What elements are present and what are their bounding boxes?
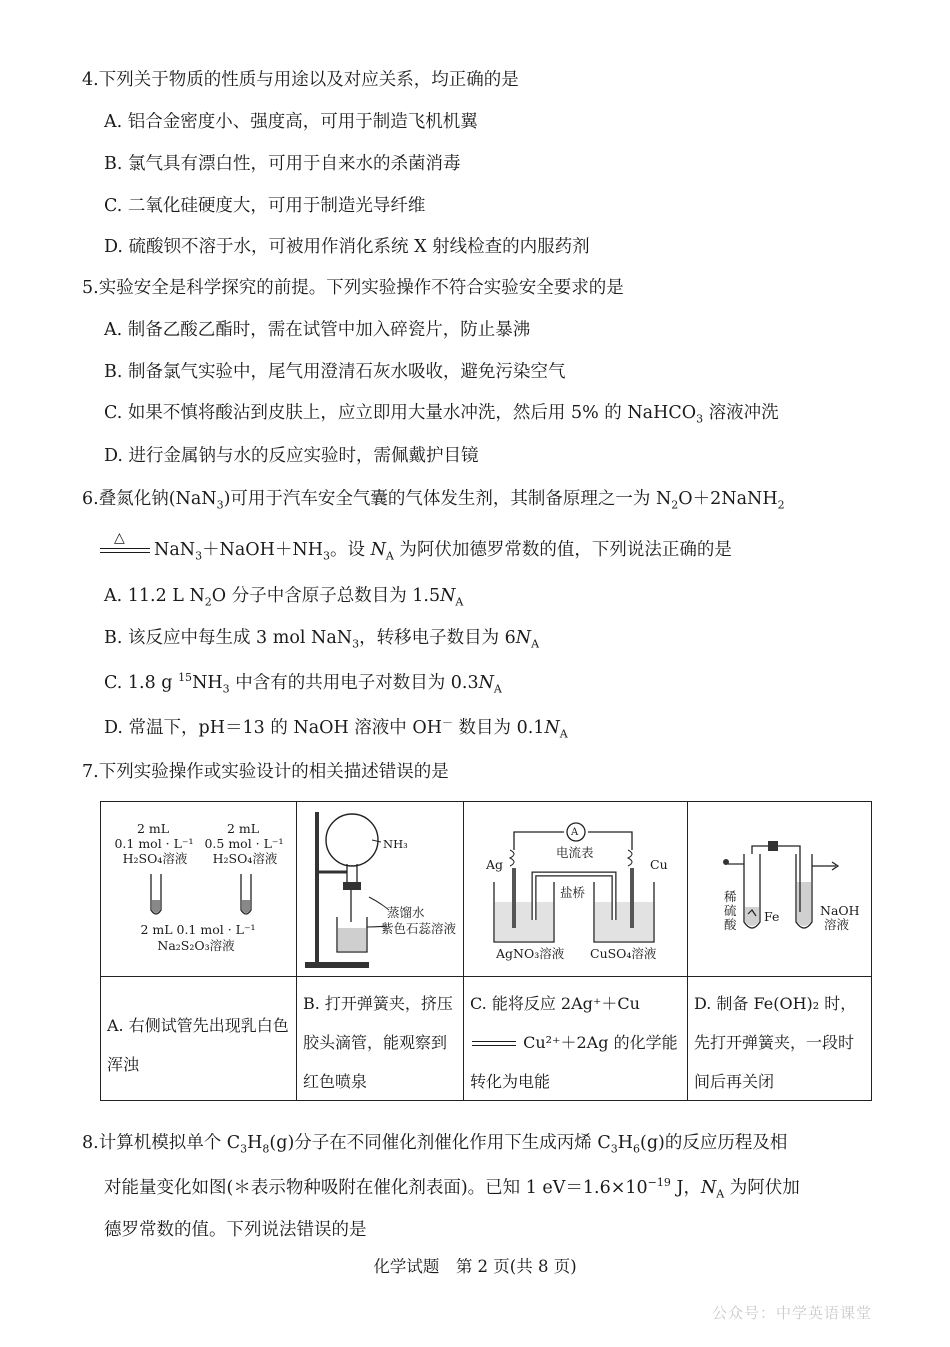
q7-desc-c: C. 能将反应 2Ag⁺＋Cu Cu²⁺＋2Ag 的化学能转化为电能 <box>470 994 678 1091</box>
heat-equals-sign: △ <box>100 546 150 556</box>
q7-desc-d: D. 制备 Fe(OH)₂ 时，先打开弹簧夹，一段时间后再关闭 <box>694 994 857 1091</box>
fig-a-right-solution: H₂SO₄溶液 <box>212 851 278 866</box>
q4-option-c: C. 二氧化硅硬度大，可用于制造光导纤维 <box>104 196 426 216</box>
fig-c-bridge: 盐桥 <box>560 885 586 900</box>
fig-a-right-volume: 2 mL <box>226 821 260 836</box>
q4-option-d: D. 硫酸钡不溶于水，可被用作消化系统 X 射线检查的内服药剂 <box>104 237 590 257</box>
fig-d-fe: Fe <box>764 909 780 924</box>
fig-c-cu: Cu <box>650 857 668 872</box>
fig-a-left-conc: 0.1 mol · L⁻¹ <box>114 836 194 851</box>
fig-b-water: 蒸馏水 <box>387 905 425 920</box>
fig-a-left-volume: 2 mL <box>136 821 170 836</box>
q7-desc-b: B. 打开弹簧夹，挤压胶头滴管，能观察到红色喷泉 <box>303 994 453 1091</box>
fig-c-meter-label: 电流表 <box>556 845 594 860</box>
q5-option-c: C. 如果不慎将酸沾到皮肤上，应立即用大量水冲洗，然后用 5% 的 NaHCO$_3$ 溶液冲洗 <box>104 403 779 426</box>
q8-stem-line1: 8.计算机模拟单个 $C_3H_8(g)$分子在不同催化剂催化作用下生成丙烯 $C_3H_6(g)$的反应历程及相 <box>82 1133 788 1156</box>
fig-d-acid: 稀硫酸 <box>724 889 737 932</box>
q6-option-a: A. 11.2 L $N_2O$ 分子中含原子总数目为 $1.5N_A$ <box>104 586 464 609</box>
figure-c <box>464 802 687 976</box>
fig-c-left-solution: AgNO₃溶液 <box>496 946 565 961</box>
q8-stem-line2: 对能量变化如图(＊表示物种吸附在催化剂表面)。已知 1 $eV=1.6\times 10^{-19}$ J，$N_A$ 为阿伏加 <box>104 1176 800 1201</box>
fig-b-gas: NH₃ <box>383 837 408 851</box>
q7-figure-table <box>100 801 872 1101</box>
q6-stem-line1: 6.叠氮化钠(NaN$_3$)可用于汽车安全气囊的气体发生剂，其制备原理之一为 $N_2O+2NaNH_2$ <box>82 489 785 512</box>
q6-option-b: B. 该反应中每生成 3 mol NaN$_3$，转移电子数目为 $6N_A$ <box>104 628 540 651</box>
q5-option-d: D. 进行金属钠与水的反应实验时，需佩戴护目镜 <box>104 446 479 466</box>
q5-stem: 5.实验安全是科学探究的前提。下列实验操作不符合实验安全要求的是 <box>82 278 624 298</box>
watermark: 公众号：中学英语课堂 <box>712 1304 873 1322</box>
fig-b-litmus: 紫色石蕊溶液 <box>381 921 457 936</box>
q7-desc-a: A. 右侧试管先出现乳白色浑浊 <box>107 1016 289 1074</box>
q4-stem: 4.下列关于物质的性质与用途以及对应关系，均正确的是 <box>82 70 519 90</box>
fig-c-ag: Ag <box>486 857 504 872</box>
q4-option-a: A. 铝合金密度小、强度高，可用于制造飞机机翼 <box>104 112 478 132</box>
fountain-apparatus-icon <box>297 802 463 976</box>
q6-option-d: D. 常温下，pH＝13 的 NaOH 溶液中 OH－ 数目为 $0.1N_A$ <box>104 716 568 741</box>
fig-d-naoh: NaOH <box>820 903 860 918</box>
q7-stem: 7.下列实验操作或实验设计的相关描述错误的是 <box>82 762 449 782</box>
figure-b <box>297 802 463 976</box>
q8-stem-line3: 德罗常数的值。下列说法错误的是 <box>104 1220 367 1240</box>
q5-option-b: B. 制备氯气实验中，尾气用澄清石灰水吸收，避免污染空气 <box>104 362 566 382</box>
fig-d-solution: 溶液 <box>824 917 850 932</box>
fig-c-right-solution: CuSO₄溶液 <box>590 946 657 961</box>
fig-a-left-solution: H₂SO₄溶液 <box>122 851 188 866</box>
fig-a-bottom-solution: Na₂S₂O₃溶液 <box>157 938 235 953</box>
q6-option-c: C. 1.8 g $^{15}NH_3$ 中含有的共用电子对数目为 $0.3N_A$ <box>104 671 502 696</box>
figure-a <box>101 802 296 976</box>
fig-a-right-conc: 0.5 mol · L⁻¹ <box>204 836 284 851</box>
q5-option-a: A. 制备乙酸乙酯时，需在试管中加入碎瓷片，防止暴沸 <box>104 320 531 340</box>
q6-stem-line2: △ $NaN_3+NaOH+NH_3$。设 $N_A$ 为阿伏加德罗常数的值，下列说法正确的是 <box>100 538 732 562</box>
q4-option-b: B. 氯气具有漂白性，可用于自来水的杀菌消毒 <box>104 154 461 174</box>
feoh2-apparatus-icon <box>688 802 871 976</box>
fig-a-bottom-conc: 2 mL 0.1 mol · L⁻¹ <box>140 922 256 937</box>
figure-d <box>688 802 871 976</box>
ammeter-symbol: A <box>571 827 579 838</box>
page-footer: 化学试题 第 2 页(共 8 页) <box>373 1257 577 1276</box>
